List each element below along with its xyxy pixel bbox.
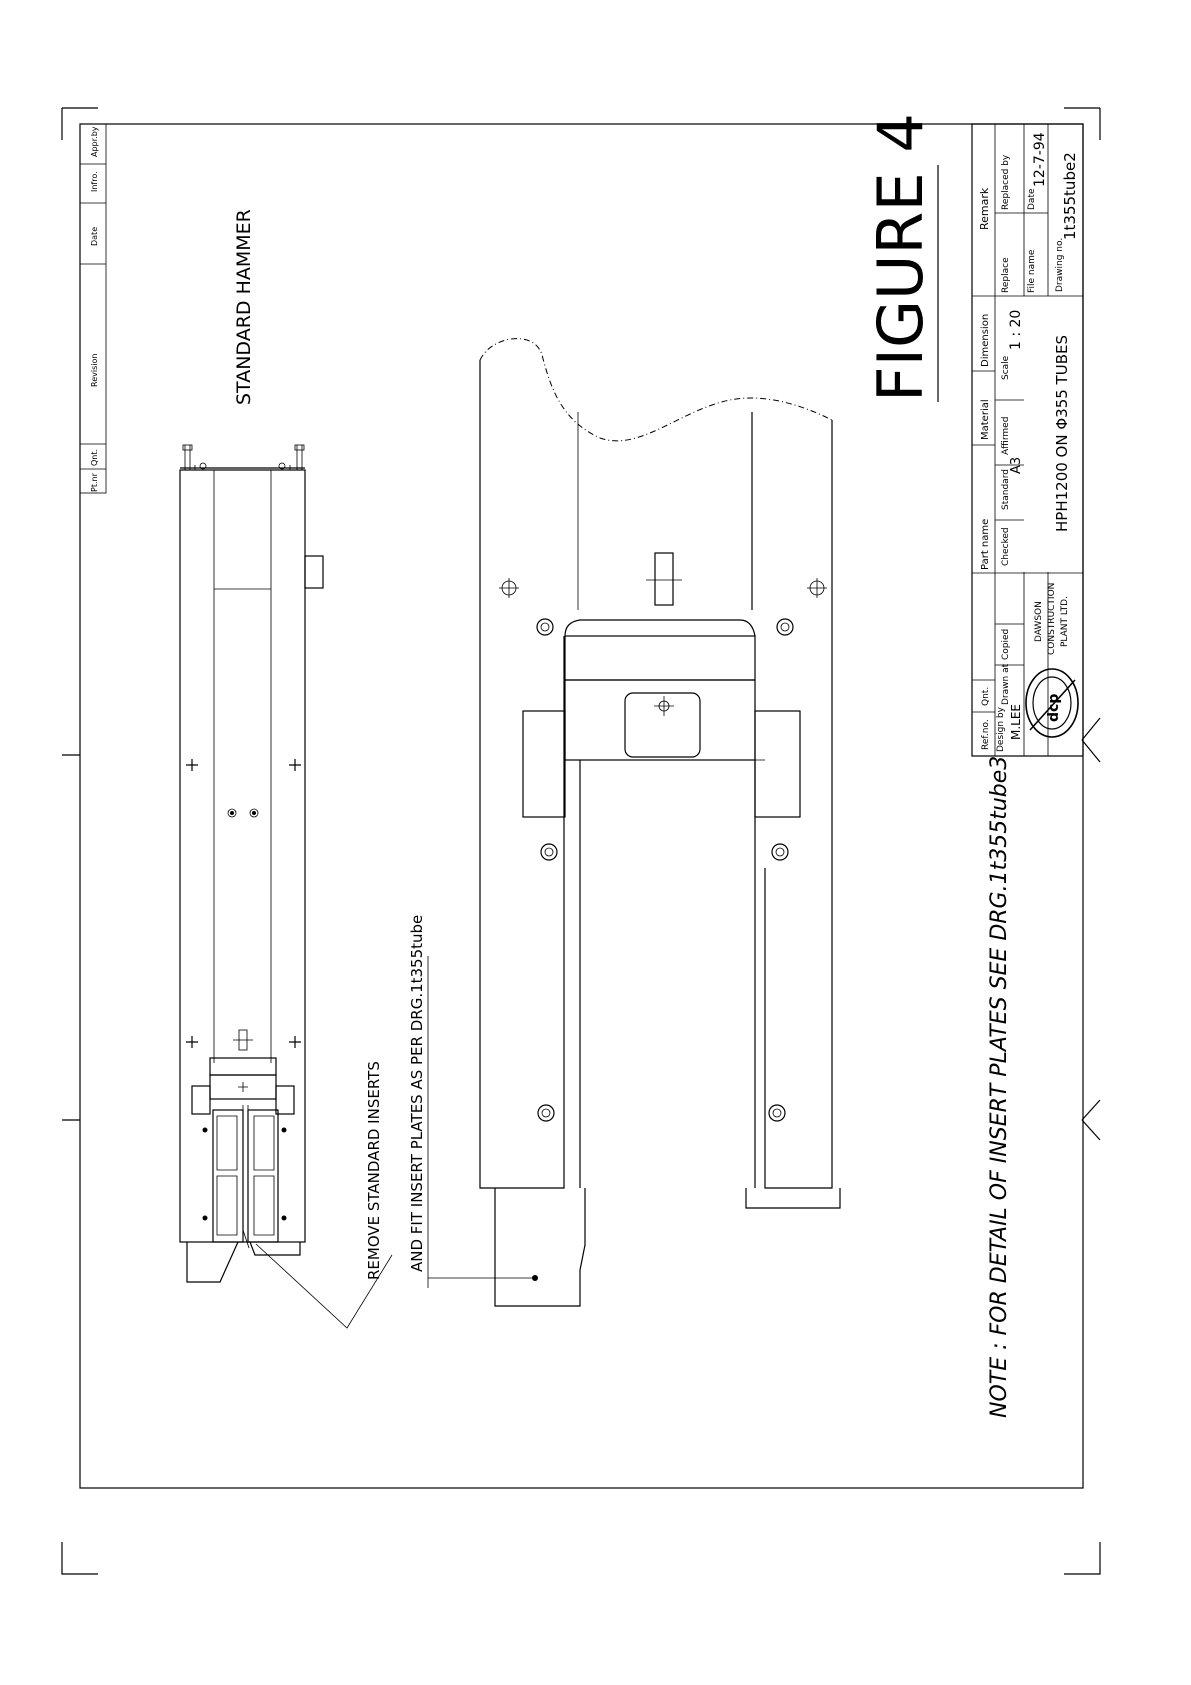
tb-replace-label: Replace [1001,257,1011,293]
tb-part-name-value: HPH1200 ON Φ355 TUBES [1053,335,1071,532]
revision-block [80,124,106,493]
standard-hammer-label: STANDARD HAMMER [233,209,255,405]
tb-drawn-at-label: Drawn at [1001,663,1011,705]
rev-header-revision: Revision [90,353,99,387]
callout-line1: REMOVE STANDARD INSERTS [365,1061,383,1280]
tb-ref-no-label: Ref.no. [981,719,991,750]
tb-checked-label: Checked [1001,527,1011,566]
insert-callout [256,915,538,1328]
tb-dimension-label: Dimension [980,313,991,367]
plate-hole-markers [499,578,827,1121]
rev-header-pt: Pt.nr [90,473,99,492]
tb-drawing-no-label: Drawing no. [1055,237,1065,292]
tb-qnt-label: Qnt. [981,686,991,706]
tb-company-line2: CONSTRUCTION [1047,582,1057,655]
tb-date-label: Date [1027,188,1037,210]
tb-drawing-no-value: 1t355tube2 [1061,152,1079,240]
tb-scale-label: Scale [1001,355,1011,380]
standard-hammer-view [180,445,323,1282]
company-logo [1026,669,1078,737]
rev-header-qnt: Qnt. [90,448,99,466]
title-block [972,124,1083,756]
hammer-bolt-markers [186,759,301,1048]
tb-affirmed-label: Affirmed [1001,416,1011,455]
figure-title-group [864,113,938,402]
tb-date-value: 12-7-94 [1032,132,1048,187]
tb-part-name-label: Part name [980,518,991,570]
tb-remark-label: Remark [978,187,991,230]
tb-scale-value: 1 : 20 [1008,309,1024,350]
rev-header-appr: Appr.by [90,126,99,157]
rev-header-infro: Infro. [90,171,99,192]
tb-company-line1: DAWSON [1034,601,1044,642]
rev-header-date: Date [90,226,99,246]
tb-replaced-by-label: Replaced by [1001,154,1011,210]
center-crosshair [654,696,674,716]
tb-standard-label: Standard [1001,469,1011,510]
callout-line2: AND FIT INSERT PLATES AS PER DRG.1t355tube [408,914,426,1272]
tb-standard-value: A3 [1009,456,1024,474]
hpH1200-plan-view [480,339,840,1306]
corner-marks [62,108,1100,1574]
tb-material-label: Material [980,399,991,440]
tb-file-name-label: File name [1027,249,1037,293]
tb-designer-value: M.LEE [1009,703,1023,740]
logo-text: dcp [1046,693,1062,722]
tb-company-line3: PLANT LTD. [1060,596,1070,647]
insert-plates-note: NOTE : FOR DETAIL OF INSERT PLATES SEE DRG.1t355tube3 [987,755,1012,1418]
figure-title: FIGURE 4 [864,113,937,402]
tb-copied-label: Copied [1001,628,1011,660]
tb-design-by-label: Design by [996,707,1006,752]
